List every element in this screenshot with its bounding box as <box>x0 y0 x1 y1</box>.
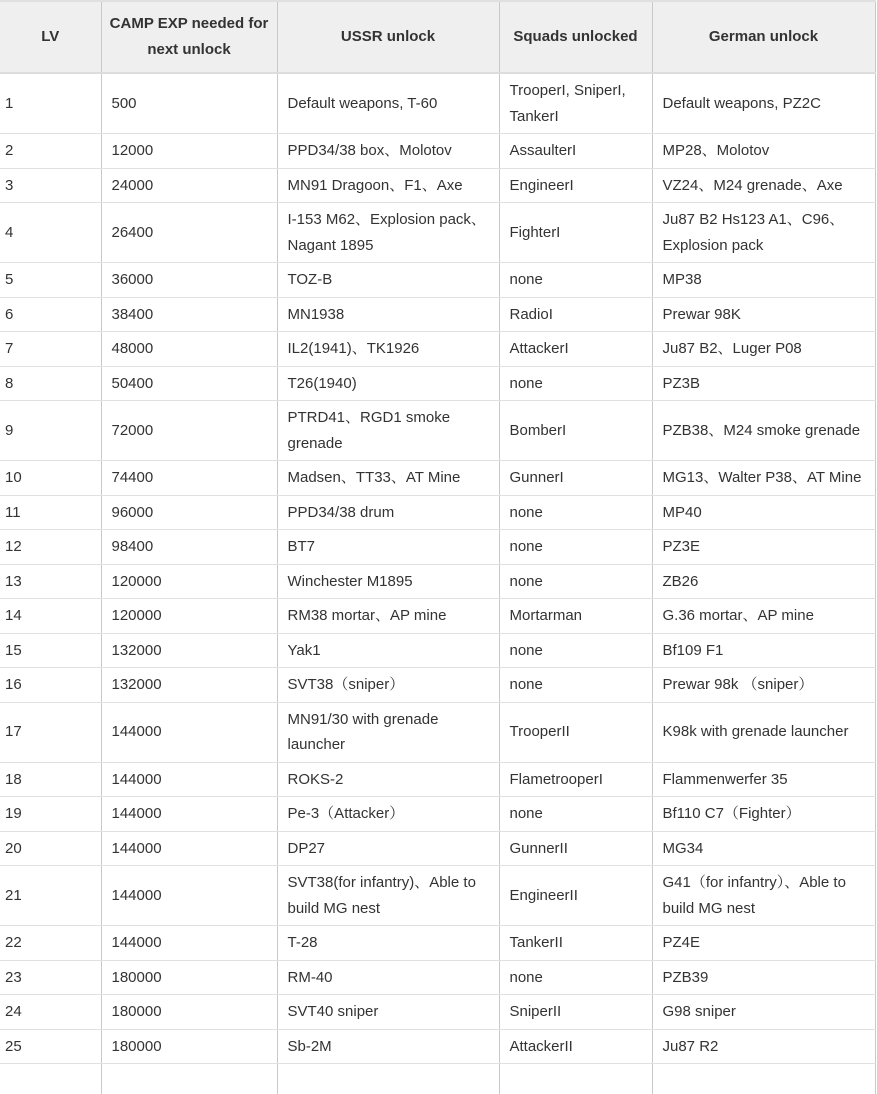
column-header-lv: LV <box>0 1 101 73</box>
table-cell: 12 <box>0 530 101 565</box>
table-cell: 17 <box>0 702 101 762</box>
table-cell: AttackerII <box>499 1029 652 1064</box>
table-cell: 26400 <box>101 203 277 263</box>
table-cell: K98k with grenade launcher <box>652 702 875 762</box>
table-cell: none <box>499 564 652 599</box>
table-row <box>0 366 875 401</box>
table-cell: none <box>499 495 652 530</box>
column-header-ussr-unlock: USSR unlock <box>277 1 499 73</box>
table-cell: IL2(1941)、TK1926 <box>277 332 499 367</box>
table-cell: ZB26 <box>652 564 875 599</box>
table-header <box>0 1 875 73</box>
table-cell: Default weapons, T-60 <box>277 73 499 134</box>
table-cell: 23 <box>0 960 101 995</box>
table-cell: 11 <box>0 495 101 530</box>
table-cell: 15 <box>0 633 101 668</box>
table-cell: PPD34/38 box、Molotov <box>277 134 499 169</box>
table-cell: none <box>499 797 652 832</box>
table-cell: 24000 <box>101 168 277 203</box>
table-row <box>0 168 875 203</box>
table-cell: AssaulterI <box>499 134 652 169</box>
table-cell: MP38 <box>652 263 875 298</box>
table-cell: EngineerII <box>499 866 652 926</box>
table-cell <box>277 1064 499 1094</box>
table-cell: GunnerI <box>499 461 652 496</box>
table-row <box>0 203 875 263</box>
column-header-camp-exp: CAMP EXP needed for next unlock <box>101 1 277 73</box>
table-cell: SVT38（sniper） <box>277 668 499 703</box>
table-cell: MN91/30 with grenade launcher <box>277 702 499 762</box>
table-cell: 38400 <box>101 297 277 332</box>
table-cell: 98400 <box>101 530 277 565</box>
table-cell: MG13、Walter P38、AT Mine <box>652 461 875 496</box>
table-cell: VZ24、M24 grenade、Axe <box>652 168 875 203</box>
table-cell: MN91 Dragoon、F1、Axe <box>277 168 499 203</box>
table-cell: 120000 <box>101 599 277 634</box>
table-cell: 180000 <box>101 995 277 1030</box>
table-cell: SVT38(for infantry)、Able to build MG nest <box>277 866 499 926</box>
table-cell: PPD34/38 drum <box>277 495 499 530</box>
table-cell: none <box>499 960 652 995</box>
table-row <box>0 332 875 367</box>
table-cell: TrooperI, SniperI, TankerI <box>499 73 652 134</box>
table-cell: 18 <box>0 762 101 797</box>
table-cell: 132000 <box>101 633 277 668</box>
table-cell: 4 <box>0 203 101 263</box>
table-cell: G98 sniper <box>652 995 875 1030</box>
table-cell: RM-40 <box>277 960 499 995</box>
header-row <box>0 1 875 73</box>
table-row <box>0 797 875 832</box>
table-cell: 144000 <box>101 762 277 797</box>
table-cell: TOZ-B <box>277 263 499 298</box>
table-row <box>0 495 875 530</box>
table-cell: 50400 <box>101 366 277 401</box>
table-cell: 14 <box>0 599 101 634</box>
table-cell: 20 <box>0 831 101 866</box>
table-row <box>0 461 875 496</box>
table-cell: MG34 <box>652 831 875 866</box>
table-cell: 144000 <box>101 866 277 926</box>
table-cell: 8 <box>0 366 101 401</box>
table-row <box>0 134 875 169</box>
table-cell: EngineerI <box>499 168 652 203</box>
table-cell: 6 <box>0 297 101 332</box>
table-cell: MN1938 <box>277 297 499 332</box>
table-cell: MP40 <box>652 495 875 530</box>
table-row <box>0 831 875 866</box>
table-cell: 1 <box>0 73 101 134</box>
table-cell: 144000 <box>101 702 277 762</box>
table-cell: 21 <box>0 866 101 926</box>
table-cell: 132000 <box>101 668 277 703</box>
table-cell: BomberI <box>499 401 652 461</box>
table-cell: 7 <box>0 332 101 367</box>
table-row <box>0 960 875 995</box>
column-header-german-unlock: German unlock <box>652 1 875 73</box>
table-cell: Prewar 98k （sniper） <box>652 668 875 703</box>
table-cell: 16 <box>0 668 101 703</box>
table-cell: Madsen、TT33、AT Mine <box>277 461 499 496</box>
table-cell: GunnerII <box>499 831 652 866</box>
table-cell: 144000 <box>101 797 277 832</box>
table-row <box>0 926 875 961</box>
table-cell: 36000 <box>101 263 277 298</box>
table-cell: Ju87 B2、Luger P08 <box>652 332 875 367</box>
table-cell: Yak1 <box>277 633 499 668</box>
table-cell: PZB39 <box>652 960 875 995</box>
table-cell: Winchester M1895 <box>277 564 499 599</box>
table-row <box>0 1029 875 1064</box>
table-row-partial <box>0 1064 875 1094</box>
table-cell: SniperII <box>499 995 652 1030</box>
table-cell: 72000 <box>101 401 277 461</box>
table-cell: 19 <box>0 797 101 832</box>
table-cell: PZ3E <box>652 530 875 565</box>
table-row <box>0 668 875 703</box>
table-cell: T26(1940) <box>277 366 499 401</box>
table-cell: Mortarman <box>499 599 652 634</box>
table-cell: 2 <box>0 134 101 169</box>
table-row <box>0 762 875 797</box>
table-cell: 120000 <box>101 564 277 599</box>
table-row <box>0 633 875 668</box>
table-cell <box>101 1064 277 1094</box>
table-cell: Bf110 C7（Fighter） <box>652 797 875 832</box>
table-cell: 144000 <box>101 926 277 961</box>
table-cell: AttackerI <box>499 332 652 367</box>
table-cell: 144000 <box>101 831 277 866</box>
table-cell: 500 <box>101 73 277 134</box>
table-row <box>0 866 875 926</box>
table-body <box>0 73 875 1094</box>
table-cell: BT7 <box>277 530 499 565</box>
table-cell: none <box>499 366 652 401</box>
table-cell: RM38 mortar、AP mine <box>277 599 499 634</box>
table-cell: Pe-3（Attacker） <box>277 797 499 832</box>
table-cell <box>499 1064 652 1094</box>
table-cell <box>0 1064 101 1094</box>
table-cell: PZ4E <box>652 926 875 961</box>
table-row <box>0 599 875 634</box>
table-cell: 5 <box>0 263 101 298</box>
table-cell: 24 <box>0 995 101 1030</box>
table-row <box>0 401 875 461</box>
table-cell: PTRD41、RGD1 smoke grenade <box>277 401 499 461</box>
table-cell: 22 <box>0 926 101 961</box>
table-cell: none <box>499 668 652 703</box>
table-cell: G.36 mortar、AP mine <box>652 599 875 634</box>
table-cell: Prewar 98K <box>652 297 875 332</box>
table-cell: 9 <box>0 401 101 461</box>
table-cell: PZ3B <box>652 366 875 401</box>
table-row <box>0 702 875 762</box>
table-row <box>0 530 875 565</box>
table-cell: Flammenwerfer 35 <box>652 762 875 797</box>
table-cell: ROKS-2 <box>277 762 499 797</box>
table-cell: Default weapons, PZ2C <box>652 73 875 134</box>
column-header-squads-unlocked: Squads unlocked <box>499 1 652 73</box>
table-cell: 25 <box>0 1029 101 1064</box>
table-cell: Ju87 R2 <box>652 1029 875 1064</box>
table-cell <box>652 1064 875 1094</box>
table-cell: FighterI <box>499 203 652 263</box>
table-cell: 13 <box>0 564 101 599</box>
table-cell: none <box>499 633 652 668</box>
table-row <box>0 297 875 332</box>
table-cell: Bf109 F1 <box>652 633 875 668</box>
table-cell: 96000 <box>101 495 277 530</box>
table-cell: 48000 <box>101 332 277 367</box>
table-row <box>0 995 875 1030</box>
table-cell: G41（for infantry）、Able to build MG nest <box>652 866 875 926</box>
table-cell: RadioI <box>499 297 652 332</box>
table-cell: DP27 <box>277 831 499 866</box>
table-cell: MP28、Molotov <box>652 134 875 169</box>
table-cell: SVT40 sniper <box>277 995 499 1030</box>
table-cell: Sb-2M <box>277 1029 499 1064</box>
table-row <box>0 263 875 298</box>
table-cell: 10 <box>0 461 101 496</box>
table-cell: FlametrooperI <box>499 762 652 797</box>
table-cell: I-153 M62、Explosion pack、Nagant 1895 <box>277 203 499 263</box>
table-cell: Ju87 B2 Hs123 A1、C96、Explosion pack <box>652 203 875 263</box>
table-cell: 180000 <box>101 960 277 995</box>
table-row <box>0 564 875 599</box>
table-cell: 180000 <box>101 1029 277 1064</box>
table-cell: none <box>499 263 652 298</box>
table-cell: 74400 <box>101 461 277 496</box>
table-cell: 3 <box>0 168 101 203</box>
table-cell: TankerII <box>499 926 652 961</box>
table-cell: PZB38、M24 smoke grenade <box>652 401 875 461</box>
table-cell: none <box>499 530 652 565</box>
table-row <box>0 73 875 134</box>
table-cell: T-28 <box>277 926 499 961</box>
table-cell: 12000 <box>101 134 277 169</box>
table-cell: TrooperII <box>499 702 652 762</box>
